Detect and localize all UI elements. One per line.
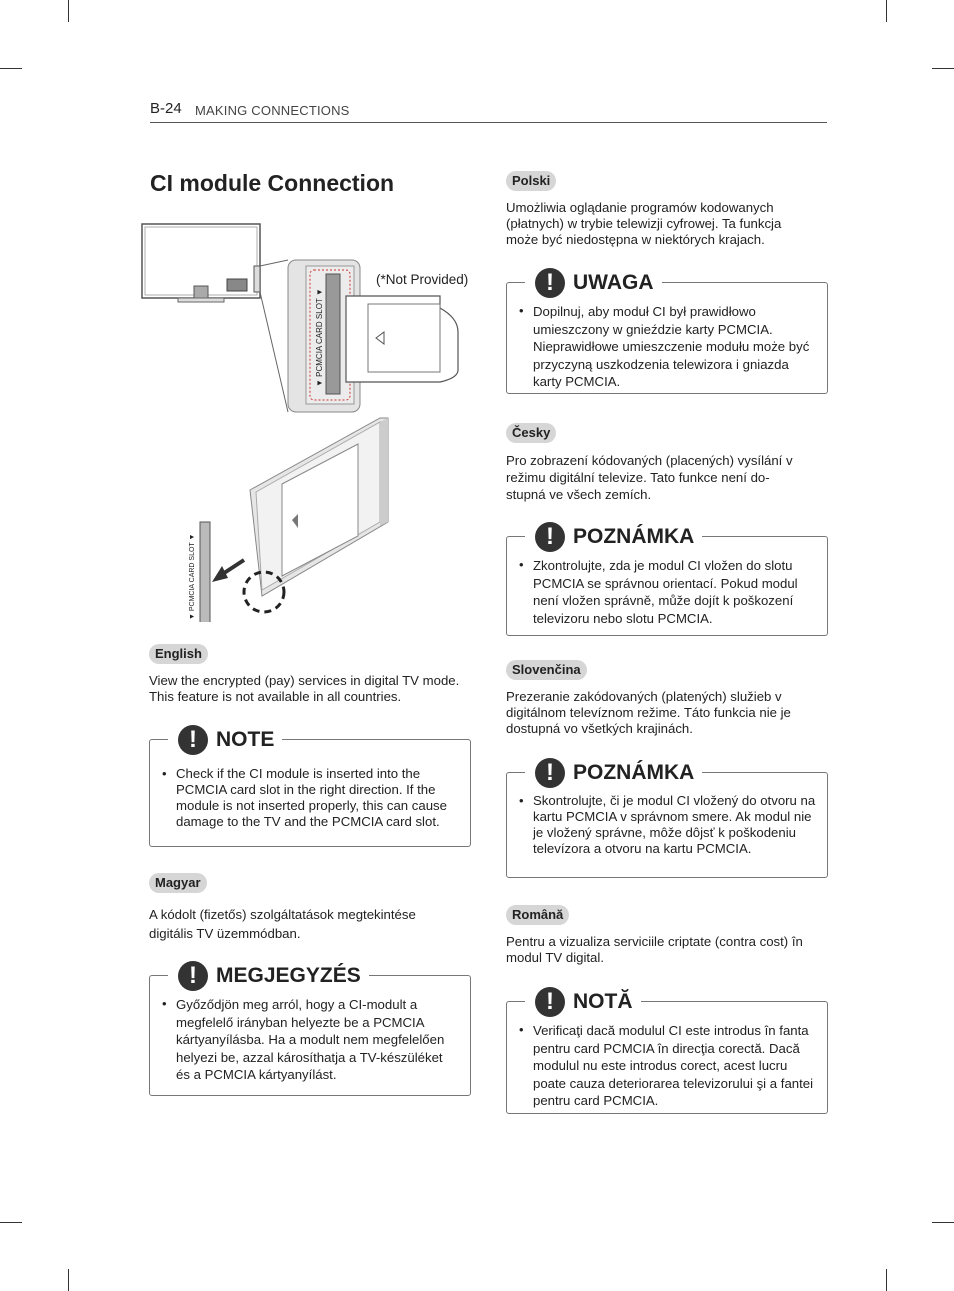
note-header [168, 960, 369, 992]
crop-mark [886, 1269, 887, 1291]
lang-badge-romana: Română [506, 905, 569, 925]
polski-text: Umożliwia oglądanie programów kodowanych (płatnych) w trybie telewizji cyfrowej. Ta funkcja może być niedostępna w niektórych krajach. [506, 200, 782, 247]
page-header [150, 100, 827, 123]
note-box-magyar [149, 962, 471, 1096]
note-header [525, 267, 662, 299]
crop-mark [0, 1222, 22, 1223]
english-text: View the encrypted (pay) services in digital TV mode. This feature is not available in all countries. [149, 673, 460, 704]
note-text: Check if the CI module is inserted into the PCMCIA card slot in the right direction. If the module is not inserted properly, this can cause damage to the TV and the PCMCIA card slot. [176, 766, 447, 829]
note-title: POZNÁMKA [573, 761, 695, 784]
note-box-slovencina [506, 759, 828, 878]
crop-mark [932, 1222, 954, 1223]
crop-mark [68, 0, 69, 22]
note-header [525, 521, 702, 553]
note-header [525, 757, 702, 789]
exclamation-icon: ! [535, 758, 565, 788]
romana-text: Pentru a vizualiza serviciile criptate (contra cost) în modul TV digital. [506, 934, 803, 965]
tv-ci-slot [227, 279, 247, 291]
crop-mark [0, 68, 22, 69]
exclamation-icon: ! [535, 987, 565, 1017]
pcmcia-slot [200, 522, 210, 622]
exclamation-icon: ! [535, 268, 565, 298]
bullet: • [162, 996, 167, 1011]
note-header [168, 724, 282, 756]
note-title: NOTĂ [573, 990, 633, 1013]
exclamation-icon: ! [178, 725, 208, 755]
note-text: Zkontrolujte, zda je modul CI vložen do slotu PCMCIA se správnou orientací. Pokud modul není vložen správně, může dojít k poškození televizoru nebo slotu PCMCIA. [533, 558, 798, 626]
lang-badge-polski: Polski [506, 171, 556, 191]
exclamation-icon: ! [178, 961, 208, 991]
section-title: MAKING CONNECTIONS [195, 103, 350, 118]
ci-module-illustration [140, 222, 480, 622]
note-box-romana [506, 988, 828, 1114]
note-title: UWAGA [573, 271, 654, 294]
crop-mark [932, 68, 954, 69]
magyar-text: A kódolt (fizetős) szolgáltatások megtekintése digitális TV üzemmódban. [149, 907, 416, 941]
lang-badge-magyar: Magyar [149, 873, 207, 893]
bullet: • [519, 303, 524, 318]
not-provided-label: (*Not Provided) [376, 272, 469, 287]
crop-mark [886, 0, 887, 22]
exclamation-icon: ! [535, 522, 565, 552]
bullet: • [519, 1022, 524, 1037]
lang-badge-cesky: Česky [506, 423, 556, 443]
note-header [525, 986, 641, 1018]
tv-stand [194, 286, 208, 298]
note-text: Győződjön meg arról, hogy a CI-modult a megfelelő irányban helyezte be a PCMCIA kártyanyílásba. Ha a modult nem megfelelően helyezi be, azzal károsíthatja a TV-készüléket és a PCMCIA kártyanyílást. [176, 997, 445, 1082]
lang-badge-english: English [149, 644, 208, 664]
note-box-cesky [506, 523, 828, 636]
note-title: MEGJEGYZÉS [216, 964, 361, 987]
cesky-text: Pro zobrazení kódovaných (placených) vysílání v režimu digitální televize. Tato funkce není do-stupná ve všech zemích. [506, 453, 793, 502]
note-title: POZNÁMKA [573, 525, 695, 548]
crop-mark [68, 1269, 69, 1291]
bullet: • [519, 793, 524, 808]
slovencina-text: Prezeranie zakódovaných (platených) služieb v digitálnom televíznom režime. Táto funkcia nie je dostupná vo všetkých krajinách. [506, 689, 791, 736]
bullet: • [162, 766, 167, 781]
note-text: Skontrolujte, či je modul CI vložený do otvoru na kartu PCMCIA v správnom smere. Ak modul nie je vložený správne, môže dôjsť k poškodeniu televízora a otvoru na kartu PCMCIA. [533, 793, 816, 856]
page-title: CI module Connection [150, 170, 395, 196]
note-text: Verificaţi dacă modulul CI este introdus în fanta pentru card PCMCIA în direcţia corectă. Dacă modulul nu este introdus corect, acest lucru poate cauza deteriorarea televizorului şi a fantei pentru card PCMCIA. [533, 1023, 814, 1108]
note-box-english [149, 726, 471, 847]
note-text: Dopilnuj, aby moduł CI był prawidłowo umieszczony w gnieździe karty PCMCIA. Nieprawidłowe umieszczenie modułu może być przyczyną uszkodzenia telewizora i gniazda karty PCMCIA. [533, 304, 810, 389]
page-number: B-24 [150, 100, 182, 117]
lang-badge-slovencina: Slovenčina [506, 660, 587, 680]
note-box-polski [506, 269, 828, 394]
note-title: NOTE [216, 728, 275, 751]
bullet: • [519, 557, 524, 572]
slot-label: ▼ PCMCIA CARD SLOT ▼ [315, 288, 324, 387]
slot-label-bottom: ▼ PCMCIA CARD SLOT ▼ [189, 533, 196, 620]
